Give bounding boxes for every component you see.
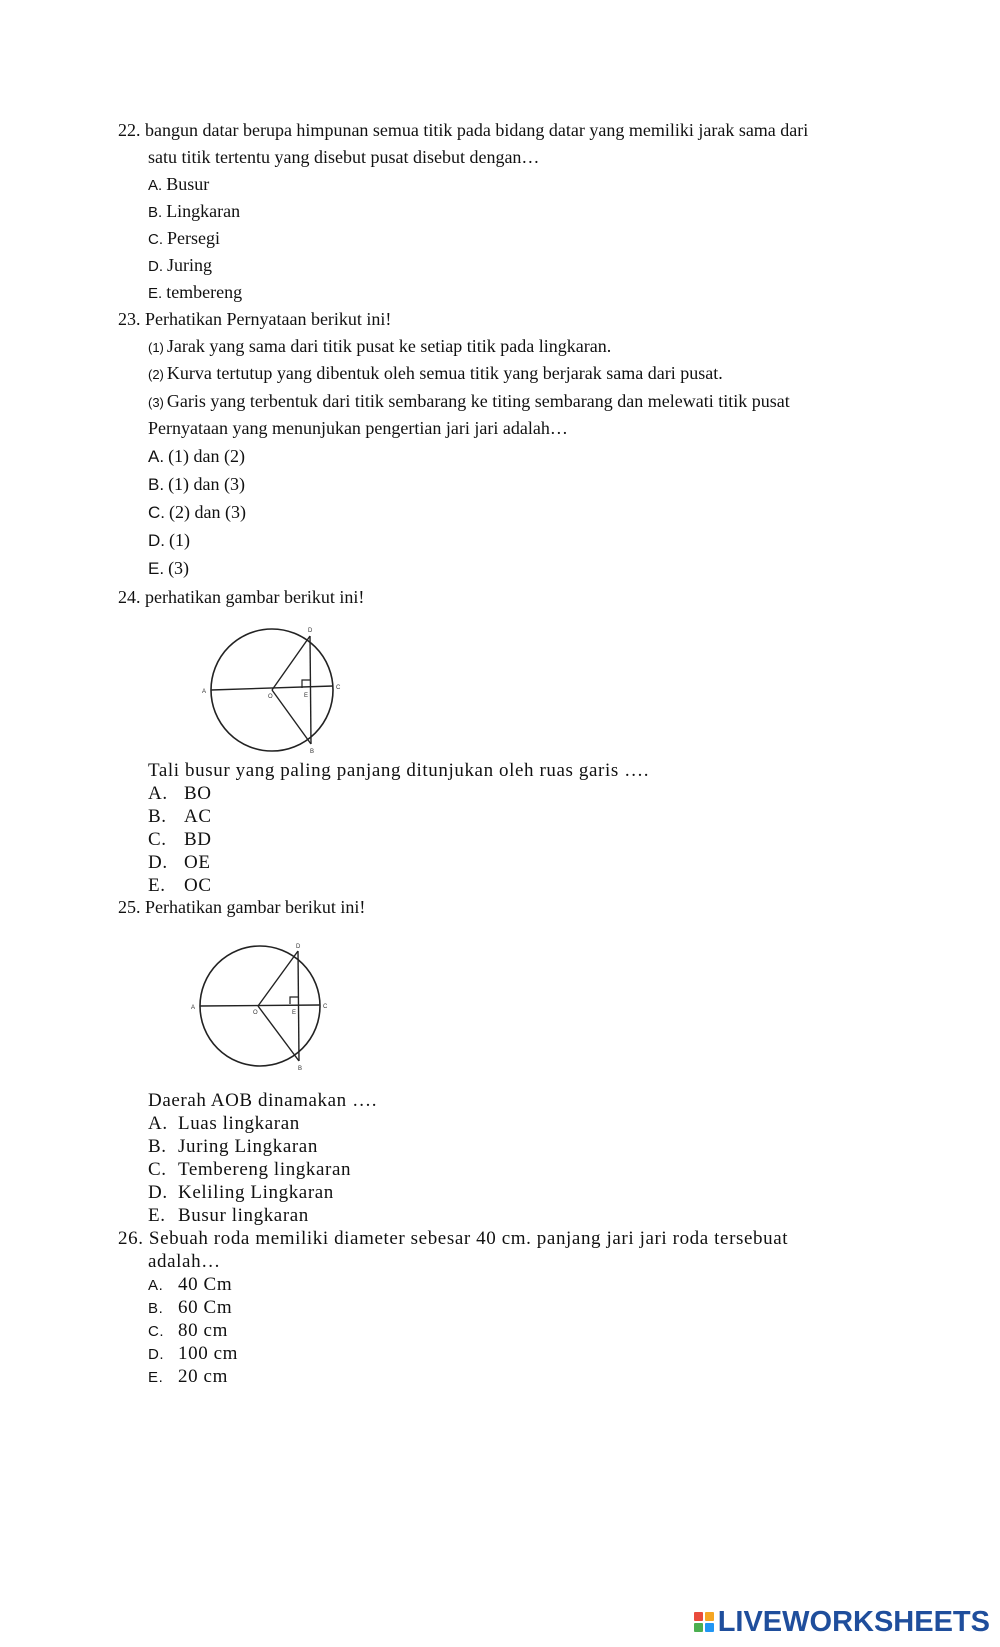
- q24-intro: perhatikan gambar berikut ini!: [145, 587, 365, 607]
- q22-option-e[interactable]: E. tembereng: [148, 282, 243, 302]
- q26-option-d[interactable]: D. 100 cm: [148, 1343, 239, 1364]
- q24-number: 24.: [118, 587, 141, 607]
- q25-chord-bd: [298, 951, 299, 1061]
- q25-label-d: D: [296, 944, 301, 950]
- liveworksheets-logo-text: LIVEWORKSHEETS: [717, 1605, 990, 1638]
- q24-option-a[interactable]: A. BO: [148, 783, 212, 804]
- q25-option-e[interactable]: E. Busur lingkaran: [148, 1205, 309, 1226]
- q23-option-b[interactable]: B. (1) dan (3): [148, 474, 246, 494]
- q23-intro: Perhatikan Pernyataan berikut ini!: [145, 309, 392, 329]
- q25-question: Daerah AOB dinamakan ….: [148, 1090, 378, 1111]
- q23-intro-line: [118, 308, 391, 330]
- q25-option-c[interactable]: C. Tembereng lingkaran: [148, 1159, 352, 1180]
- q25-option-b[interactable]: B. Juring Lingkaran: [148, 1136, 318, 1157]
- q25-radius-od: [258, 951, 298, 1006]
- q25-circle-figure: [190, 940, 335, 1075]
- q24-label-o: O: [268, 694, 273, 700]
- q24-label-d: D: [308, 628, 313, 634]
- q24-circle-figure: [200, 622, 350, 757]
- q26-line1: [118, 1228, 788, 1250]
- q23-statement-2: (2) Kurva tertutup yang dibentuk oleh semua titik yang berjarak sama dari pusat.: [148, 363, 723, 383]
- q23-option-a[interactable]: A. (1) dan (2): [148, 446, 246, 466]
- q24-option-d[interactable]: D. OE: [148, 852, 211, 873]
- q26-option-c[interactable]: C. 80 cm: [148, 1320, 228, 1341]
- q24-question: Tali busur yang paling panjang ditunjukan oleh ruas garis ….: [148, 760, 650, 781]
- q23-option-e[interactable]: E. (3): [148, 558, 190, 578]
- q25-option-a[interactable]: A. Luas lingkaran: [148, 1113, 300, 1134]
- q24-label-c: C: [336, 685, 341, 691]
- q22-text-line1: bangun datar berupa himpunan semua titik pada bidang datar yang memiliki jarak sama dari: [145, 120, 809, 140]
- q25-right-angle-mark: [290, 997, 298, 1004]
- q22-text-line2: satu titik tertentu yang disebut pusat disebut dengan…: [148, 147, 540, 167]
- q25-label-b: B: [298, 1066, 303, 1072]
- liveworksheets-logo: [694, 1607, 990, 1637]
- q23-number: 23.: [118, 309, 141, 329]
- q23-statement-3: (3) Garis yang terbentuk dari titik sembarang ke titing sembarang dan melewati titik pusat: [148, 391, 790, 411]
- q26-option-b[interactable]: B. 60 Cm: [148, 1297, 233, 1318]
- q24-label-a: A: [202, 689, 207, 695]
- q25-label-o: O: [253, 1010, 258, 1016]
- q24-intro-line: [118, 586, 364, 608]
- liveworksheets-logo-icon: [694, 1612, 714, 1632]
- q25-number: 25.: [118, 897, 141, 917]
- q25-option-d[interactable]: D. Keliling Lingkaran: [148, 1182, 334, 1203]
- q24-label-e: E: [304, 693, 309, 699]
- q24-option-c[interactable]: C. BD: [148, 829, 212, 850]
- q25-diameter-ac: [200, 1005, 320, 1006]
- q25-label-c: C: [323, 1004, 328, 1010]
- q26-number: 26.: [118, 1228, 144, 1249]
- q25-intro-line: [118, 896, 365, 918]
- q23-question: Pernyataan yang menunjukan pengertian jari jari adalah…: [148, 418, 568, 438]
- q24-chord-bd: [310, 636, 311, 744]
- q26-text-line2: adalah…: [148, 1251, 221, 1272]
- q25-label-a: A: [191, 1005, 196, 1011]
- q24-label-b: B: [310, 749, 315, 755]
- q22-line1: [118, 119, 808, 141]
- q26-option-e[interactable]: E. 20 cm: [148, 1366, 228, 1387]
- q22-option-b[interactable]: B. Lingkaran: [148, 201, 241, 221]
- q22-option-c[interactable]: C. Persegi: [148, 228, 220, 248]
- q23-statement-1: (1) Jarak yang sama dari titik pusat ke setiap titik pada lingkaran.: [148, 336, 612, 356]
- q24-option-b[interactable]: B. AC: [148, 806, 212, 827]
- q22-option-a[interactable]: A. Busur: [148, 174, 210, 194]
- q23-option-c[interactable]: C. (2) dan (3): [148, 502, 246, 522]
- q25-label-e: E: [292, 1010, 297, 1016]
- q24-option-e[interactable]: E. OC: [148, 875, 212, 896]
- q24-radius-od: [272, 636, 310, 690]
- q25-intro: Perhatikan gambar berikut ini!: [145, 897, 366, 917]
- q26-text-line1: Sebuah roda memiliki diameter sebesar 40 cm. panjang jari jari roda tersebuat: [148, 1228, 789, 1249]
- q26-option-a[interactable]: A. 40 Cm: [148, 1274, 233, 1295]
- q23-option-d[interactable]: D. (1): [148, 530, 190, 550]
- q22-number: 22.: [118, 120, 141, 140]
- q22-option-d[interactable]: D. Juring: [148, 255, 212, 275]
